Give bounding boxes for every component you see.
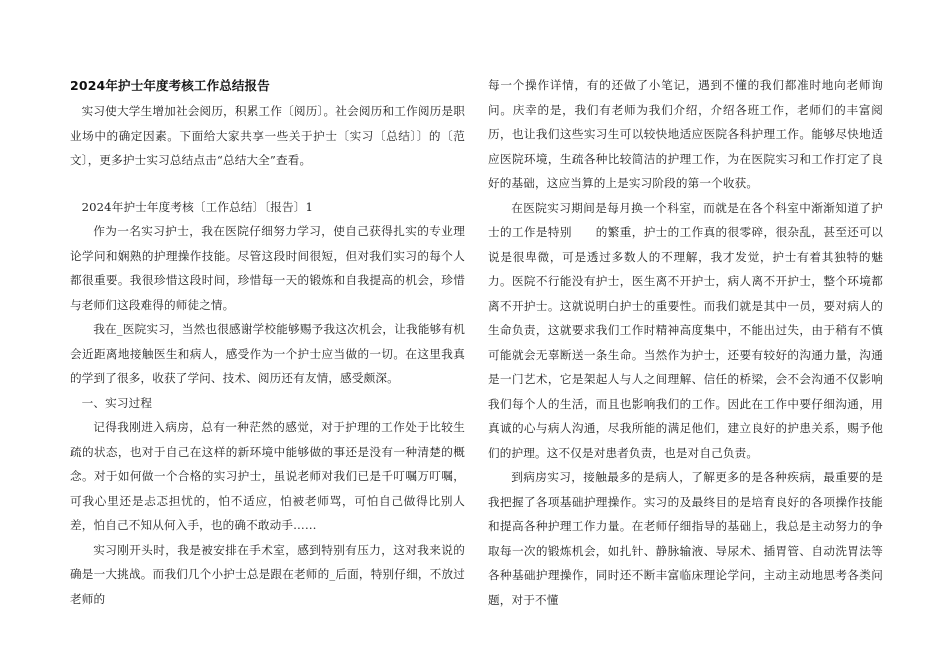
body-paragraph: 记得我刚进入病房，总有一种茫然的感觉，对于护理的工作处于比较生疏的状态，也对于自己在这样的新环境中能够做的事还是没有一种清楚的概念。对于如何做一个合格的实习护士，虽说老师对我们已是千叮嘱万叮嘱，可我心里还是忐忑担忧的，怕不适应，怕被老师骂，可怕自己做得比别人差，怕自己不知从何入手，也的确不敢动手…… [70, 420, 465, 532]
body-paragraph: 到病房实习，接触最多的是病人，了解更多的是各种疾病，最重要的是我把握了各项基础护理操作。实习的及最终目的是培育良好的各项操作技能和提高各种护理工作力量。在老师仔细指导的基础上，我总是主动努力的争取每一次的锻炼机会，如扎针、静脉输液、导尿术、插胃管、自动洗胃法等各种基础护理操作，同时还不断丰富临床理论学问，主动主动地思考各类问题，对于不懂 [488, 470, 883, 607]
left-column [70, 74, 465, 611]
continued-paragraph: 每一个操作详情，有的还做了小笔记，遇到不懂的我们都准时地向老师询问。庆幸的是，我们有老师为我们介绍，介绍各班工作，老师们的丰富阅历，也让我们这些实习生可以较快地适应医院各科护理工作。能够尽快地适应医院环境，生疏各种比较简洁的护理工作，为在医院实习和工作打定了良好的基础，这应当算的上是实习阶段的第一个收获。 [488, 78, 883, 190]
body-paragraph: 作为一名实习护士，我在医院仔细努力学习，使自己获得扎实的专业理论学问和娴熟的护理操作技能。尽管这段时间很短，但对我们实习的每个人都很重要。我很珍惜这段时间，珍惜每一天的锻炼和自我提高的机会，珍惜与老师们这段难得的师徒之情。 [70, 224, 465, 312]
section-heading: 2024年护士年度考核〔工作总结〕〔报告〕1 [81, 199, 314, 214]
right-column [488, 73, 883, 612]
body-paragraph: 实习刚开头时，我是被安排在手术室，感到特别有压力，这对我来说的确是一大挑战。而我们几个小护士总是跟在老师的_后面，特别仔细，不放过老师的 [70, 542, 465, 606]
intro-paragraph: 实习使大学生增加社会阅历，积累工作〔阅历〕。社会阅历和工作阅历是职业场中的确定因素。下面给大家共享一些关于护士〔实习〔总结〕〕的〔范文〕，更多护士实习总结点击“总结大全”查看。 [70, 104, 465, 167]
body-paragraph: 我在_医院实习，当然也很感谢学校能够赐予我这次机会，让我能够有机会近距离地接触医生和病人，感受作为一个护士应当做的一切。在这里我真的学到了很多，收获了学问、技术、阅历还有友情，感受颇深。 [70, 322, 465, 385]
document-title: 2024年护士年度考核工作总结报告 [70, 78, 270, 93]
subsection-heading: 一、实习过程 [81, 395, 153, 410]
body-paragraph: 在医院实习期间是每月换一个科室，而就是在各个科室中渐渐知道了护士的工作是特别 的繁重，护士的工作真的很零碎，很杂乱，甚至还可以说是很卑微，可是透过多数人的不理解，我才发觉，护士有着其独特的魅力。医院不行能没有护士，医生离不开护士，病人离不开护士，整个环境都离不开护士。这就说明白护士的重要性。而我们就是其中一员，要对病人的生命负责，这就要求我们工作时精神高度集中，不能出过失，由于稍有不慎可能就会无辜断送一条生命。当然作为护士，还要有较好的沟通力量，沟通是一门艺术，它是架起人与人之间理解、信任的桥梁，会不会沟通不仅影响我们每个人的生活，而且也影响我们的工作。因此在工作中要仔细沟通，用真诚的心与病人沟通，尽我所能的满足他们，建立良好的护患关系，赐予他们的护理。这不仅是对患者负责，也是对自己负责。 [488, 200, 883, 460]
